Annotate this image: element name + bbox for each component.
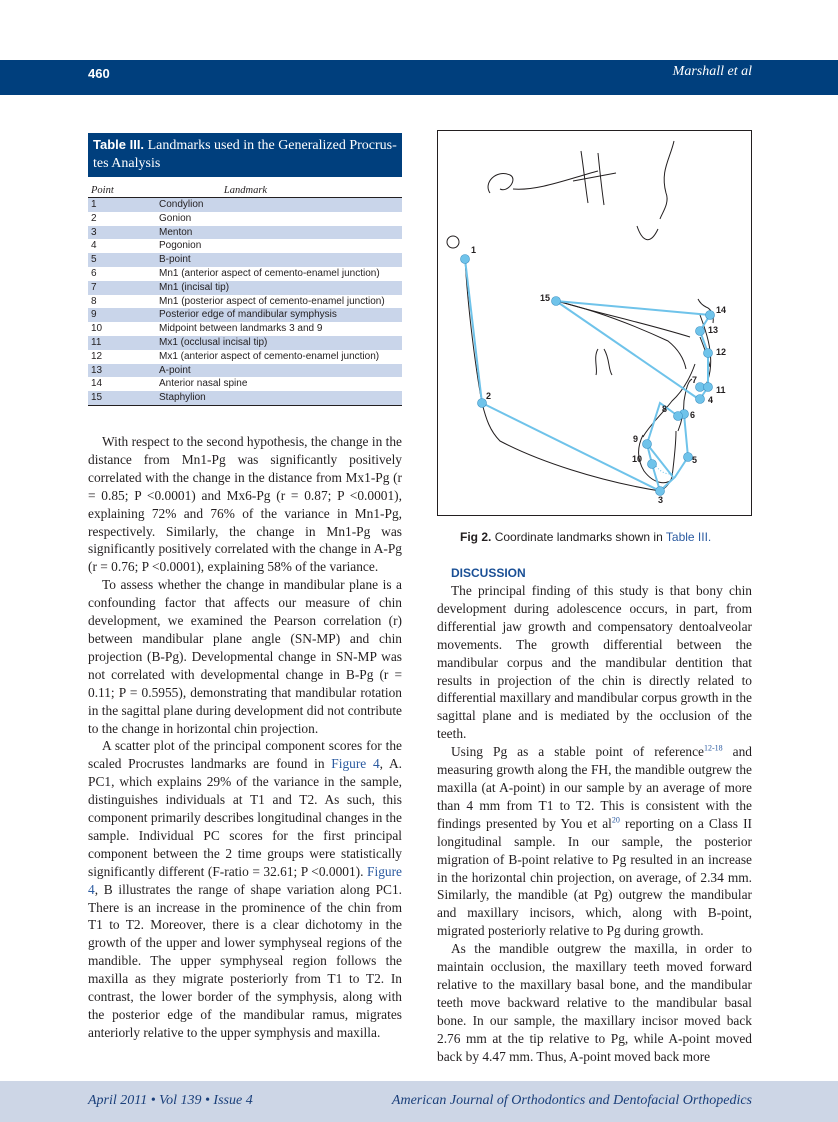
row-landmark-name: Midpoint between landmarks 3 and 9 xyxy=(159,323,323,335)
orbit-line-a xyxy=(581,151,588,203)
discussion-heading: DISCUSSION xyxy=(451,566,526,580)
landmark-label: 11 xyxy=(716,385,726,395)
row-point-number: 6 xyxy=(91,267,97,279)
figure-4-link-a[interactable]: Figure 4 xyxy=(331,756,380,772)
landmark-label: 2 xyxy=(486,391,492,401)
table-row xyxy=(88,226,402,240)
landmark-point xyxy=(461,255,470,264)
row-landmark-name: A-point xyxy=(159,364,191,376)
column-header-landmark: Landmark xyxy=(223,185,268,196)
table-row xyxy=(88,239,402,253)
right-column xyxy=(437,565,752,1065)
row-landmark-name: Mx1 (anterior aspect of cemento-enamel junction) xyxy=(159,350,380,362)
orbit-line-b xyxy=(598,153,604,205)
paragraph-scatter-plot xyxy=(88,737,402,1041)
table-row xyxy=(88,308,402,322)
mandible-outline xyxy=(465,259,676,491)
landmark-label: 9 xyxy=(633,434,639,444)
figure-label: Fig 2. xyxy=(460,530,492,544)
row-point-number: 7 xyxy=(91,281,97,293)
figure-caption-text: Coordinate landmarks shown in xyxy=(494,530,663,544)
landmark-point xyxy=(704,383,713,392)
figure-2-landmarks xyxy=(437,130,752,516)
table-row xyxy=(88,281,402,295)
nasion-profile xyxy=(660,141,674,219)
landmark-label: 12 xyxy=(716,347,727,357)
orbit-line-c xyxy=(573,173,616,181)
row-landmark-name: Condylion xyxy=(159,199,204,210)
scatter-text-c: , B illustrates the range of shape variation along PC1. There is an increase in the prominence of the chin from T1 to T2. Moreover, there is a clear dichotomy in the growth of the upper and lower symphyseal regions of the mandible. The upper symphyseal region follows the maxilla as they migrate posteriorly from T1 to T2. In contrast, the lower border of the symphysis, along with the posterior edge of the mandibular ramus, migrates anteriorly relative to the upper symphysis and maxilla. xyxy=(88,881,402,1040)
row-landmark-name: Staphylion xyxy=(159,392,206,404)
row-landmark-name: Mn1 (incisal tip) xyxy=(159,281,230,293)
row-point-number: 8 xyxy=(91,295,97,307)
citation-12-18[interactable]: 12-18 xyxy=(703,743,723,753)
table-row xyxy=(88,267,402,281)
scatter-text-b: , A. PC1, which explains 29% of the variance in the sample, distinguishes individuals at T1 and T2. As such, this component primarily describes longitudinal changes in the sample. Individual PC scores for the first principal component between the 2 time groups were statistically significantly different (F-ratio = 32.61; P <0.0001). xyxy=(88,756,402,879)
palate-arc xyxy=(637,226,658,240)
row-landmark-name: Anterior nasal spine xyxy=(159,378,248,390)
reference-text-b: and measuring growth along the FH, the mandible outgrew the maxilla (at A-point) in our sample by an average of more than 4 mm from T1 to T2. This is consistent with the findings presented by You et al xyxy=(437,744,752,831)
row-landmark-name: Mx1 (occlusal incisal tip) xyxy=(159,336,268,348)
figure-4-link-b[interactable]: Figure 4 xyxy=(88,863,402,897)
table-row xyxy=(88,391,402,405)
table-row xyxy=(88,377,402,391)
row-landmark-name: Mn1 (posterior aspect of cemento-enamel junction) xyxy=(159,295,385,307)
running-title: Marshall et al xyxy=(672,64,752,79)
landmark-label: 13 xyxy=(708,325,719,335)
row-point-number: 10 xyxy=(91,323,103,335)
table-label: Table III. xyxy=(93,137,145,152)
cephalometric-tracing xyxy=(438,131,753,517)
mandible-inner xyxy=(643,364,698,437)
row-point-number: 2 xyxy=(91,212,97,224)
pterygoid-region xyxy=(596,349,612,375)
table-title: Landmarks used in the Generalized Procrus-tes Analysis xyxy=(93,138,397,171)
table-row xyxy=(88,253,402,267)
citation-20[interactable]: 20 xyxy=(611,815,620,825)
row-landmark-name: Gonion xyxy=(159,212,192,224)
row-point-number: 4 xyxy=(91,240,97,252)
table-row xyxy=(88,198,402,212)
landmark-label: 6 xyxy=(690,410,696,420)
row-landmark-name: Mn1 (anterior aspect of cemento-enamel junction) xyxy=(159,267,380,279)
landmark-label: 3 xyxy=(658,495,664,505)
landmark-point xyxy=(696,395,705,404)
table-row xyxy=(88,336,402,350)
row-point-number: 9 xyxy=(91,309,97,321)
table-caption xyxy=(88,133,402,177)
landmark-point xyxy=(704,349,713,358)
row-point-number: 1 xyxy=(91,199,97,210)
landmark-connector-diagonal xyxy=(556,301,700,400)
paragraph-second-hypothesis: With respect to the second hypothesis, the change in the distance from Mn1-Pg was significantly positively correlated with the change in the distance from Mx1-Pg (r = 0.85; P <0.0001) and Mx6-Pg (r = 0.87; P <0.0001), explaining 72% and 76% of the variance in Mn1-Pg, respectively. Similarly, the change in Mn1-Pg was significantly positively correlated with the change in A-Pg (r = 0.76; P <0.0001), explaining 58% of the variance. xyxy=(88,434,402,575)
row-landmark-name: Pogonion xyxy=(159,240,202,252)
row-landmark-name: Posterior edge of mandibular symphysis xyxy=(159,309,337,321)
landmark-point xyxy=(706,311,715,320)
paragraph-principal-finding: The principal finding of this study is that bony chin development during adolescence occurs, in part, from differential jaw growth and compensatory dentoalveolar movements. The growth differential between the mandibular corpus and the mandibular dentition that results in projection of the chin is directly related to differential maxillary and mandibular corpus growth in the sagittal plane and is mediated by the occlusion of the teeth. xyxy=(437,583,752,742)
figure-caption xyxy=(460,530,711,544)
row-point-number: 5 xyxy=(91,254,97,266)
row-point-number: 11 xyxy=(91,336,102,348)
landmark-label: 1 xyxy=(471,245,477,255)
landmark-point xyxy=(643,440,652,449)
row-point-number: 14 xyxy=(91,378,103,390)
table-body xyxy=(88,198,402,406)
table-row xyxy=(88,295,402,309)
porion-circle xyxy=(447,236,459,248)
paragraph-mandibular-plane: To assess whether the change in mandibular plane is a confounding factor that affects our measure of chin development, we examined the Pearson correlation (r) between mandibular plane angle (SN-MP) and chin projection (B-Pg). Developmental change in SN-MP was not correlated with developmental change in B-Pg (r = 0.11; P = 0.5955), demonstrating that mandibular rotation in the sagittal plane during development did not contribute to the change in horizontal chin projection. xyxy=(88,577,402,736)
landmark-label: 4 xyxy=(708,395,714,405)
table-row xyxy=(88,322,402,336)
landmark-point xyxy=(552,297,561,306)
page-number: 460 xyxy=(88,66,110,81)
landmark-label: 14 xyxy=(716,305,727,315)
landmark-connector-lower xyxy=(465,259,688,491)
row-point-number: 15 xyxy=(91,392,103,404)
footer-journal: American Journal of Orthodontics and Dentofacial Orthopedics xyxy=(391,1093,752,1108)
landmarks-table xyxy=(88,133,402,406)
landmark-point xyxy=(696,327,705,336)
footer-issue: April 2011 • Vol 139 • Issue 4 xyxy=(88,1093,253,1108)
paragraph-maxilla-outgrowth: As the mandible outgrew the maxilla, in order to maintain occlusion, the maxillary teeth moved forward relative to the maxillary basal bone, and the mandibular teeth move backward relative to the mandibular basal bone. In our sample, the maxillary incisor moved back 2.76 mm at the tip relative to Pg, while A-point moved back by 4.47 mm. Thus, A-point moved back more xyxy=(437,941,752,1064)
table-row xyxy=(88,350,402,364)
table-header-row xyxy=(88,177,402,198)
row-landmark-name: B-point xyxy=(159,254,191,266)
table-row xyxy=(88,212,402,226)
row-point-number: 12 xyxy=(91,350,103,362)
reference-text-c: reporting on a Class II longitudinal sample. In our sample, the posterior migration of B-point relative to Pg resulted in an increase in the horizontal chin projection, on average, of 2.34 mm. Similarly, the mandible (at Pg) outgrew the mandibular and maxillary incisors, which, along with B-point, migrated posteriorly relative to Pg during growth. xyxy=(437,815,752,939)
landmark-label: 10 xyxy=(632,454,643,464)
ear-tracing xyxy=(488,174,513,193)
scatter-text-a: A scatter plot of the principal component scores for the scaled Procrustes landmarks are found in xyxy=(88,738,402,772)
landmark-point xyxy=(674,412,683,421)
landmark-label: 7 xyxy=(692,375,698,385)
row-landmark-name: Menton xyxy=(159,226,193,238)
reference-text-a: Using Pg as a stable point of reference xyxy=(451,744,704,760)
left-column xyxy=(88,433,402,1042)
row-point-number: 13 xyxy=(91,364,103,376)
landmark-label: 5 xyxy=(692,455,698,465)
table-row xyxy=(88,364,402,378)
row-point-number: 3 xyxy=(91,226,97,238)
landmark-label: 15 xyxy=(540,293,551,303)
figure-caption-table-link[interactable]: Table III. xyxy=(665,530,712,544)
column-header-point: Point xyxy=(91,185,114,196)
paragraph-stable-reference xyxy=(437,743,752,940)
landmark-label: 8 xyxy=(662,404,668,414)
